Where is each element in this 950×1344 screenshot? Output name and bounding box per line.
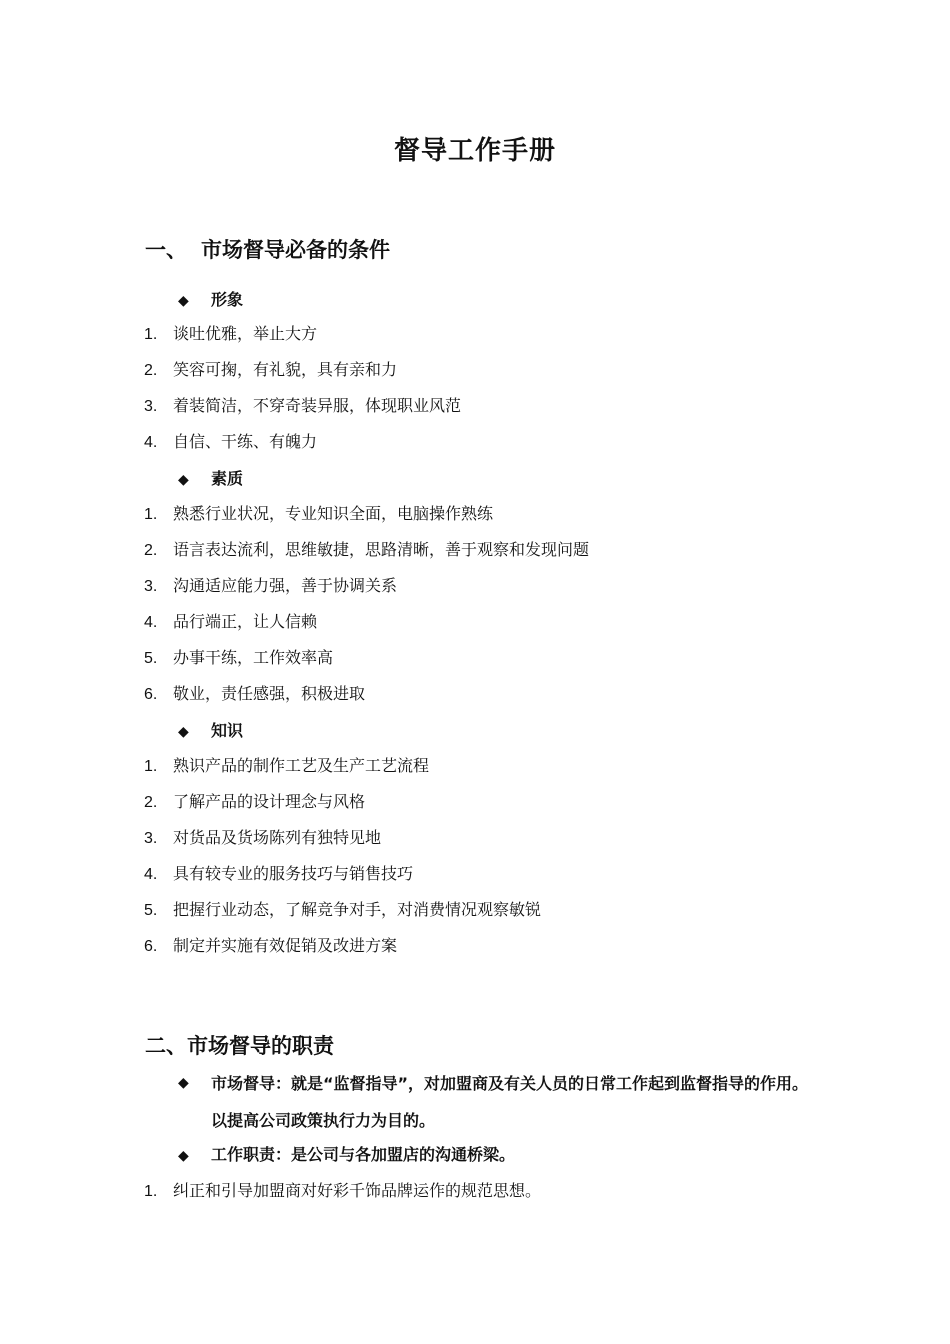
- item-number: 2.: [144, 362, 158, 379]
- item-number: 4.: [144, 614, 158, 631]
- duty-bullet-text: 市场督导：就是“监督指导”，对加盟商及有关人员的日常工作起到监督指导的作用。以提高公司政策执行力为目的。: [211, 1074, 809, 1130]
- diamond-bullet-icon: ◆: [178, 293, 189, 309]
- group-label-text: 知识: [211, 721, 244, 740]
- item-text: 对货品及货场陈列有独特见地: [173, 828, 382, 847]
- item-text: 纠正和引导加盟商对好彩千饰品牌运作的规范思想。: [173, 1181, 542, 1200]
- group-label-quality: [178, 468, 243, 491]
- item-text: 办事干练，工作效率高: [173, 648, 334, 667]
- item-number: 1.: [144, 1183, 158, 1200]
- group-label-text: 形象: [211, 290, 244, 309]
- item-number: 5.: [144, 902, 158, 919]
- list-item: [144, 1180, 541, 1203]
- item-number: 3.: [144, 830, 158, 847]
- section-1-heading: [145, 235, 390, 265]
- list-item: [144, 359, 397, 382]
- group-label-text: 素质: [211, 469, 244, 488]
- item-text: 敬业，责任感强，积极进取: [173, 684, 366, 703]
- list-item: [144, 431, 317, 454]
- document-title: 督导工作手册: [393, 136, 556, 166]
- group-label-knowledge: [178, 720, 243, 743]
- duty-bullet-responsibility: [178, 1144, 515, 1167]
- diamond-bullet-icon: ◆: [178, 1075, 189, 1091]
- item-text: 熟识产品的制作工艺及生产工艺流程: [173, 756, 430, 775]
- item-number: 5.: [144, 650, 158, 667]
- list-item: [144, 323, 317, 346]
- item-text: 语言表达流利，思维敏捷，思路清晰，善于观察和发现问题: [173, 540, 590, 559]
- section-2-heading: 二、市场督导的职责: [145, 1034, 334, 1058]
- item-text: 把握行业动态，了解竞争对手，对消费情况观察敏锐: [173, 900, 542, 919]
- item-text: 品行端正，让人信赖: [173, 612, 318, 631]
- item-number: 3.: [144, 398, 158, 415]
- item-number: 1.: [144, 758, 158, 775]
- item-text: 了解产品的设计理念与风格: [173, 792, 366, 811]
- item-number: 4.: [144, 866, 158, 883]
- item-number: 1.: [144, 326, 158, 343]
- diamond-bullet-icon: ◆: [178, 724, 189, 740]
- item-number: 3.: [144, 578, 158, 595]
- item-number: 6.: [144, 686, 158, 703]
- diamond-bullet-icon: ◆: [178, 1148, 189, 1164]
- item-number: 1.: [144, 506, 158, 523]
- duty-bullet-definition: [178, 1072, 818, 1139]
- list-item: [144, 863, 413, 886]
- duty-bullet-text: 工作职责：是公司与各加盟店的沟通桥梁。: [211, 1145, 516, 1164]
- group-label-appearance: [178, 289, 243, 312]
- item-text: 谈吐优雅，举止大方: [173, 324, 318, 343]
- section-1-number: 一、: [145, 238, 187, 262]
- list-item: [144, 575, 397, 598]
- list-item: [144, 791, 365, 814]
- list-item: [144, 503, 493, 526]
- list-item: [144, 647, 333, 670]
- item-number: 2.: [144, 794, 158, 811]
- section-1-title: 市场督导必备的条件: [201, 238, 390, 262]
- item-text: 制定并实施有效促销及改进方案: [173, 936, 398, 955]
- item-text: 自信、干练、有魄力: [173, 432, 318, 451]
- item-text: 具有较专业的服务技巧与销售技巧: [173, 864, 414, 883]
- list-item: [144, 899, 541, 922]
- list-item: [144, 755, 429, 778]
- list-item: [144, 683, 365, 706]
- list-item: [144, 935, 397, 958]
- list-item: [144, 611, 317, 634]
- list-item: [144, 827, 381, 850]
- diamond-bullet-icon: ◆: [178, 472, 189, 488]
- list-item: [144, 539, 589, 562]
- item-number: 6.: [144, 938, 158, 955]
- list-item: [144, 395, 461, 418]
- item-text: 笑容可掬，有礼貌，具有亲和力: [173, 360, 398, 379]
- item-text: 着装简洁，不穿奇装异服，体现职业风范: [173, 396, 462, 415]
- item-text: 熟悉行业状况，专业知识全面，电脑操作熟练: [173, 504, 494, 523]
- item-number: 4.: [144, 434, 158, 451]
- item-number: 2.: [144, 542, 158, 559]
- item-text: 沟通适应能力强，善于协调关系: [173, 576, 398, 595]
